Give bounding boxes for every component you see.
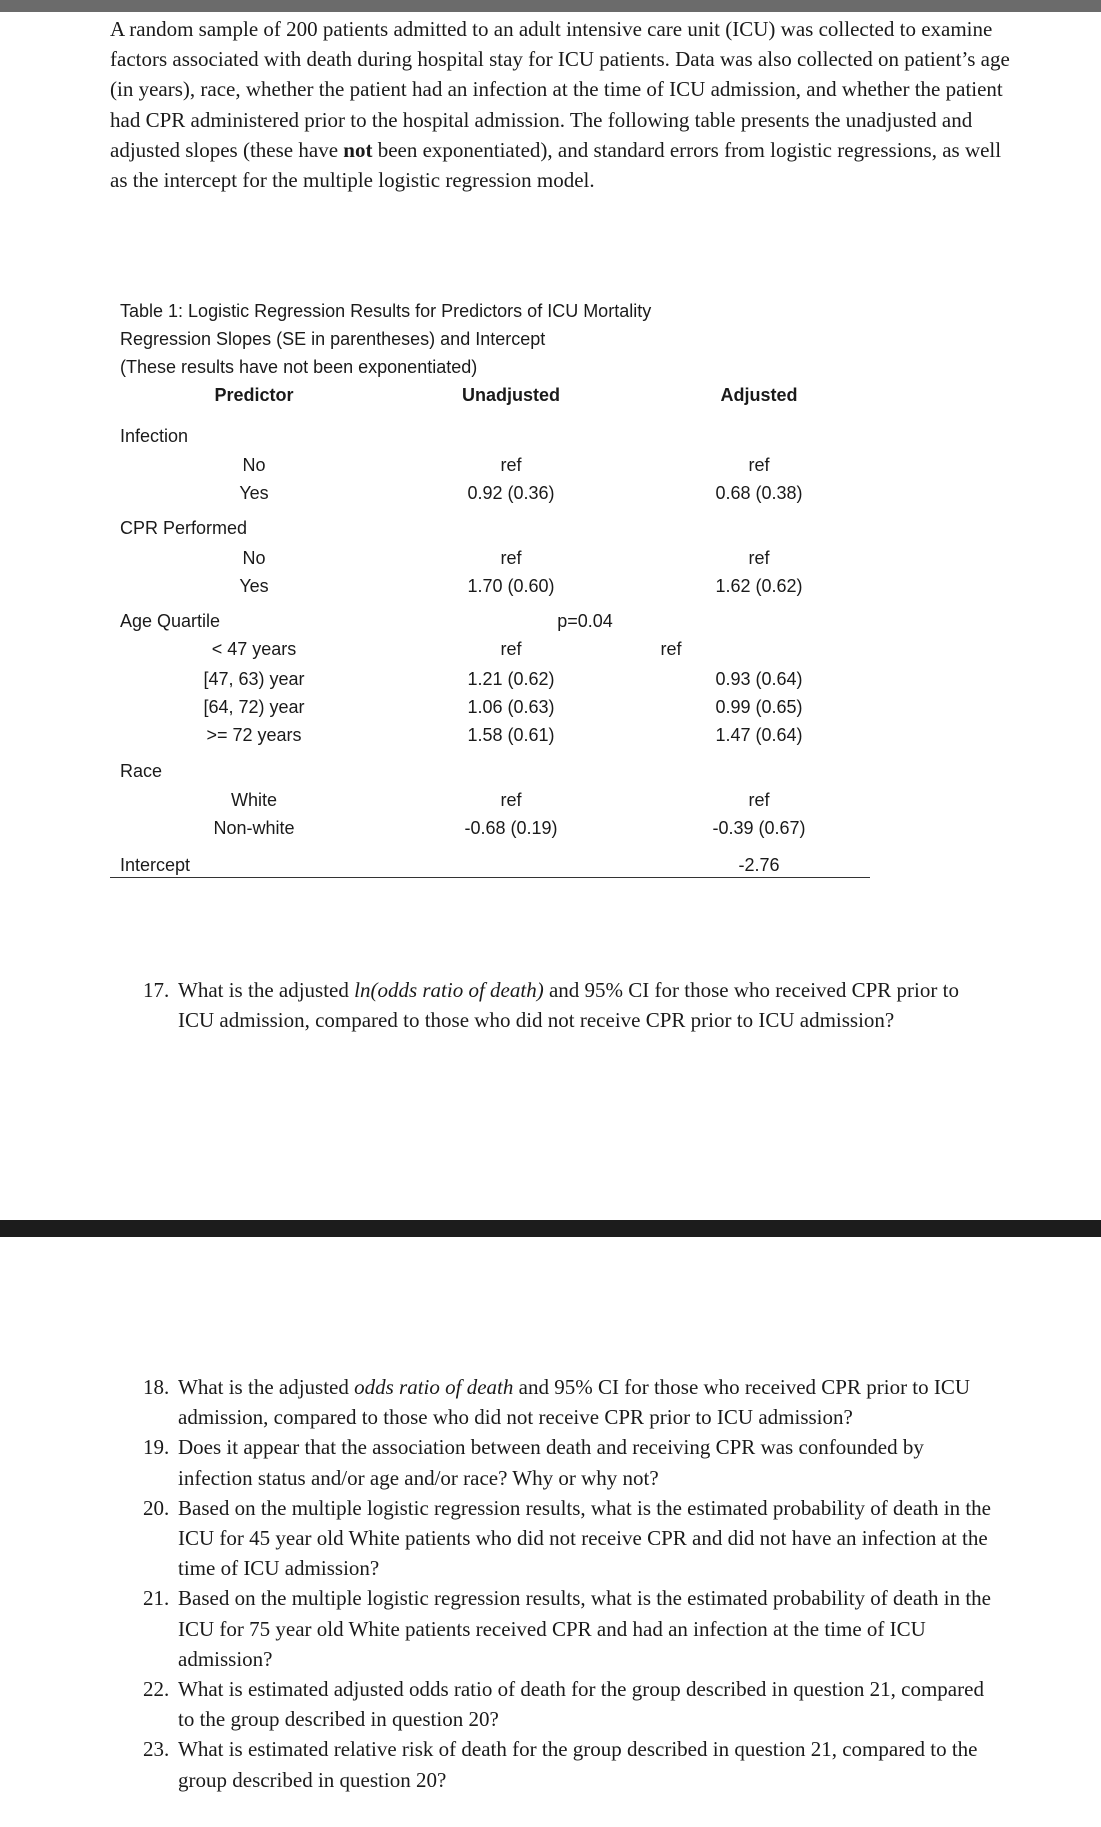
age-q3: [64, 72) year xyxy=(203,697,305,717)
cpr-no: No xyxy=(242,548,266,568)
race-white-unadjusted: ref xyxy=(500,790,522,810)
age-q4-unadjusted: 1.58 (0.61) xyxy=(467,725,555,745)
question-group-a xyxy=(143,975,988,1035)
race-nonwhite: Non-white xyxy=(213,818,295,838)
table-title: Table 1: Logistic Regression Results for Predictors of ICU Mortality xyxy=(120,301,652,321)
age-q1-adjusted: ref xyxy=(660,639,682,659)
infection-yes-unadjusted: 0.92 (0.36) xyxy=(467,483,555,503)
question-19: 19. Does it appear that the association between death and receiving CPR was confounded by infection status and/or age and/or race? Why or why not? xyxy=(143,1435,924,1490)
label-race: Race xyxy=(120,761,163,781)
page-divider-bar xyxy=(0,1220,1101,1237)
label-infection: Infection xyxy=(120,426,189,446)
age-q3-unadjusted: 1.06 (0.63) xyxy=(467,697,555,717)
question-22: 22. What is estimated adjusted odds ratio of death for the group described in question 21, compared to the group described in question 20? xyxy=(143,1677,984,1732)
question-21: 21. Based on the multiple logistic regression results, what is the estimated probability of death in the ICU for 75 year old White patients received CPR and had an infection at the time of ICU admission? xyxy=(143,1586,992,1671)
question-18: 18. What is the adjusted odds ratio of death and 95% CI for those who received CPR prior to ICU admission, compared to those who did not receive CPR prior to ICU admission? xyxy=(143,1375,971,1430)
infection-yes-adjusted: 0.68 (0.38) xyxy=(715,483,803,503)
race-nonwhite-adjusted: -0.39 (0.67) xyxy=(712,818,806,838)
question-17: 17. What is the adjusted ln(odds ratio of death) and 95% CI for those who received CPR prior to ICU admission, compared to those who did not receive CPR prior to ICU admission? xyxy=(143,978,959,1033)
race-white-adjusted: ref xyxy=(748,790,770,810)
cpr-yes-unadjusted: 1.70 (0.60) xyxy=(467,576,555,596)
age-q4-adjusted: 1.47 (0.64) xyxy=(715,725,803,745)
question-23: 23. What is estimated relative risk of death for the group described in question 21, compared to the group described in question 20? xyxy=(143,1737,978,1792)
cpr-yes: Yes xyxy=(239,576,269,596)
race-white: White xyxy=(230,790,278,810)
label-cpr: CPR Performed xyxy=(120,518,248,538)
label-age-quartile: Age Quartile xyxy=(120,611,221,631)
age-p-value: p=0.04 xyxy=(557,611,613,631)
table-subtitle: Regression Slopes (SE in parentheses) and Intercept xyxy=(120,329,546,349)
infection-no-unadjusted: ref xyxy=(500,455,522,475)
header-unadjusted: Unadjusted xyxy=(461,385,561,405)
question-20: 20. Based on the multiple logistic regression results, what is the estimated probability of death in the ICU for 45 year old White patients who did not receive CPR and did not have an infection at the time of ICU admission? xyxy=(143,1495,992,1581)
intercept-adjusted: -2.76 xyxy=(738,855,780,875)
age-q2-adjusted: 0.93 (0.64) xyxy=(715,669,803,689)
table-note: (These results have not been exponentiated) xyxy=(120,357,478,377)
header-adjusted: Adjusted xyxy=(720,385,798,405)
infection-no-adjusted: ref xyxy=(748,455,770,475)
race-nonwhite-unadjusted: -0.68 (0.19) xyxy=(464,818,558,838)
age-q4: >= 72 years xyxy=(206,725,302,745)
table-bottom-rule xyxy=(110,877,870,878)
infection-no: No xyxy=(242,455,266,475)
header-predictor: Predictor xyxy=(214,385,294,405)
question-group-b xyxy=(143,1372,993,1795)
cpr-no-unadjusted: ref xyxy=(500,548,522,568)
infection-yes: Yes xyxy=(239,483,269,503)
age-q3-adjusted: 0.99 (0.65) xyxy=(715,697,803,717)
cpr-no-adjusted: ref xyxy=(748,548,770,568)
age-q2-unadjusted: 1.21 (0.62) xyxy=(467,669,555,689)
label-intercept: Intercept xyxy=(120,855,191,875)
cpr-yes-adjusted: 1.62 (0.62) xyxy=(715,576,803,596)
age-q2: [47, 63) year xyxy=(203,669,305,689)
age-q1: < 47 years xyxy=(211,639,297,659)
intro-paragraph: A random sample of 200 patients admitted to an adult intensive care unit (ICU) was collected to examine factors associated with death during hospital stay for ICU patients. Data was also collected on patient’s age (in years), race, whether the patient had an infection at the time of ICU admission, and whether the patient had CPR administered prior to the hospital admission. The following table presents the unadjusted and adjusted slopes (these have not been exponentiated), and standard errors from logistic regressions, as well as the intercept for the multiple logistic regression model. xyxy=(110,17,1010,193)
age-q1-unadjusted: ref xyxy=(500,639,522,659)
top-scroll-bar xyxy=(0,0,1101,12)
